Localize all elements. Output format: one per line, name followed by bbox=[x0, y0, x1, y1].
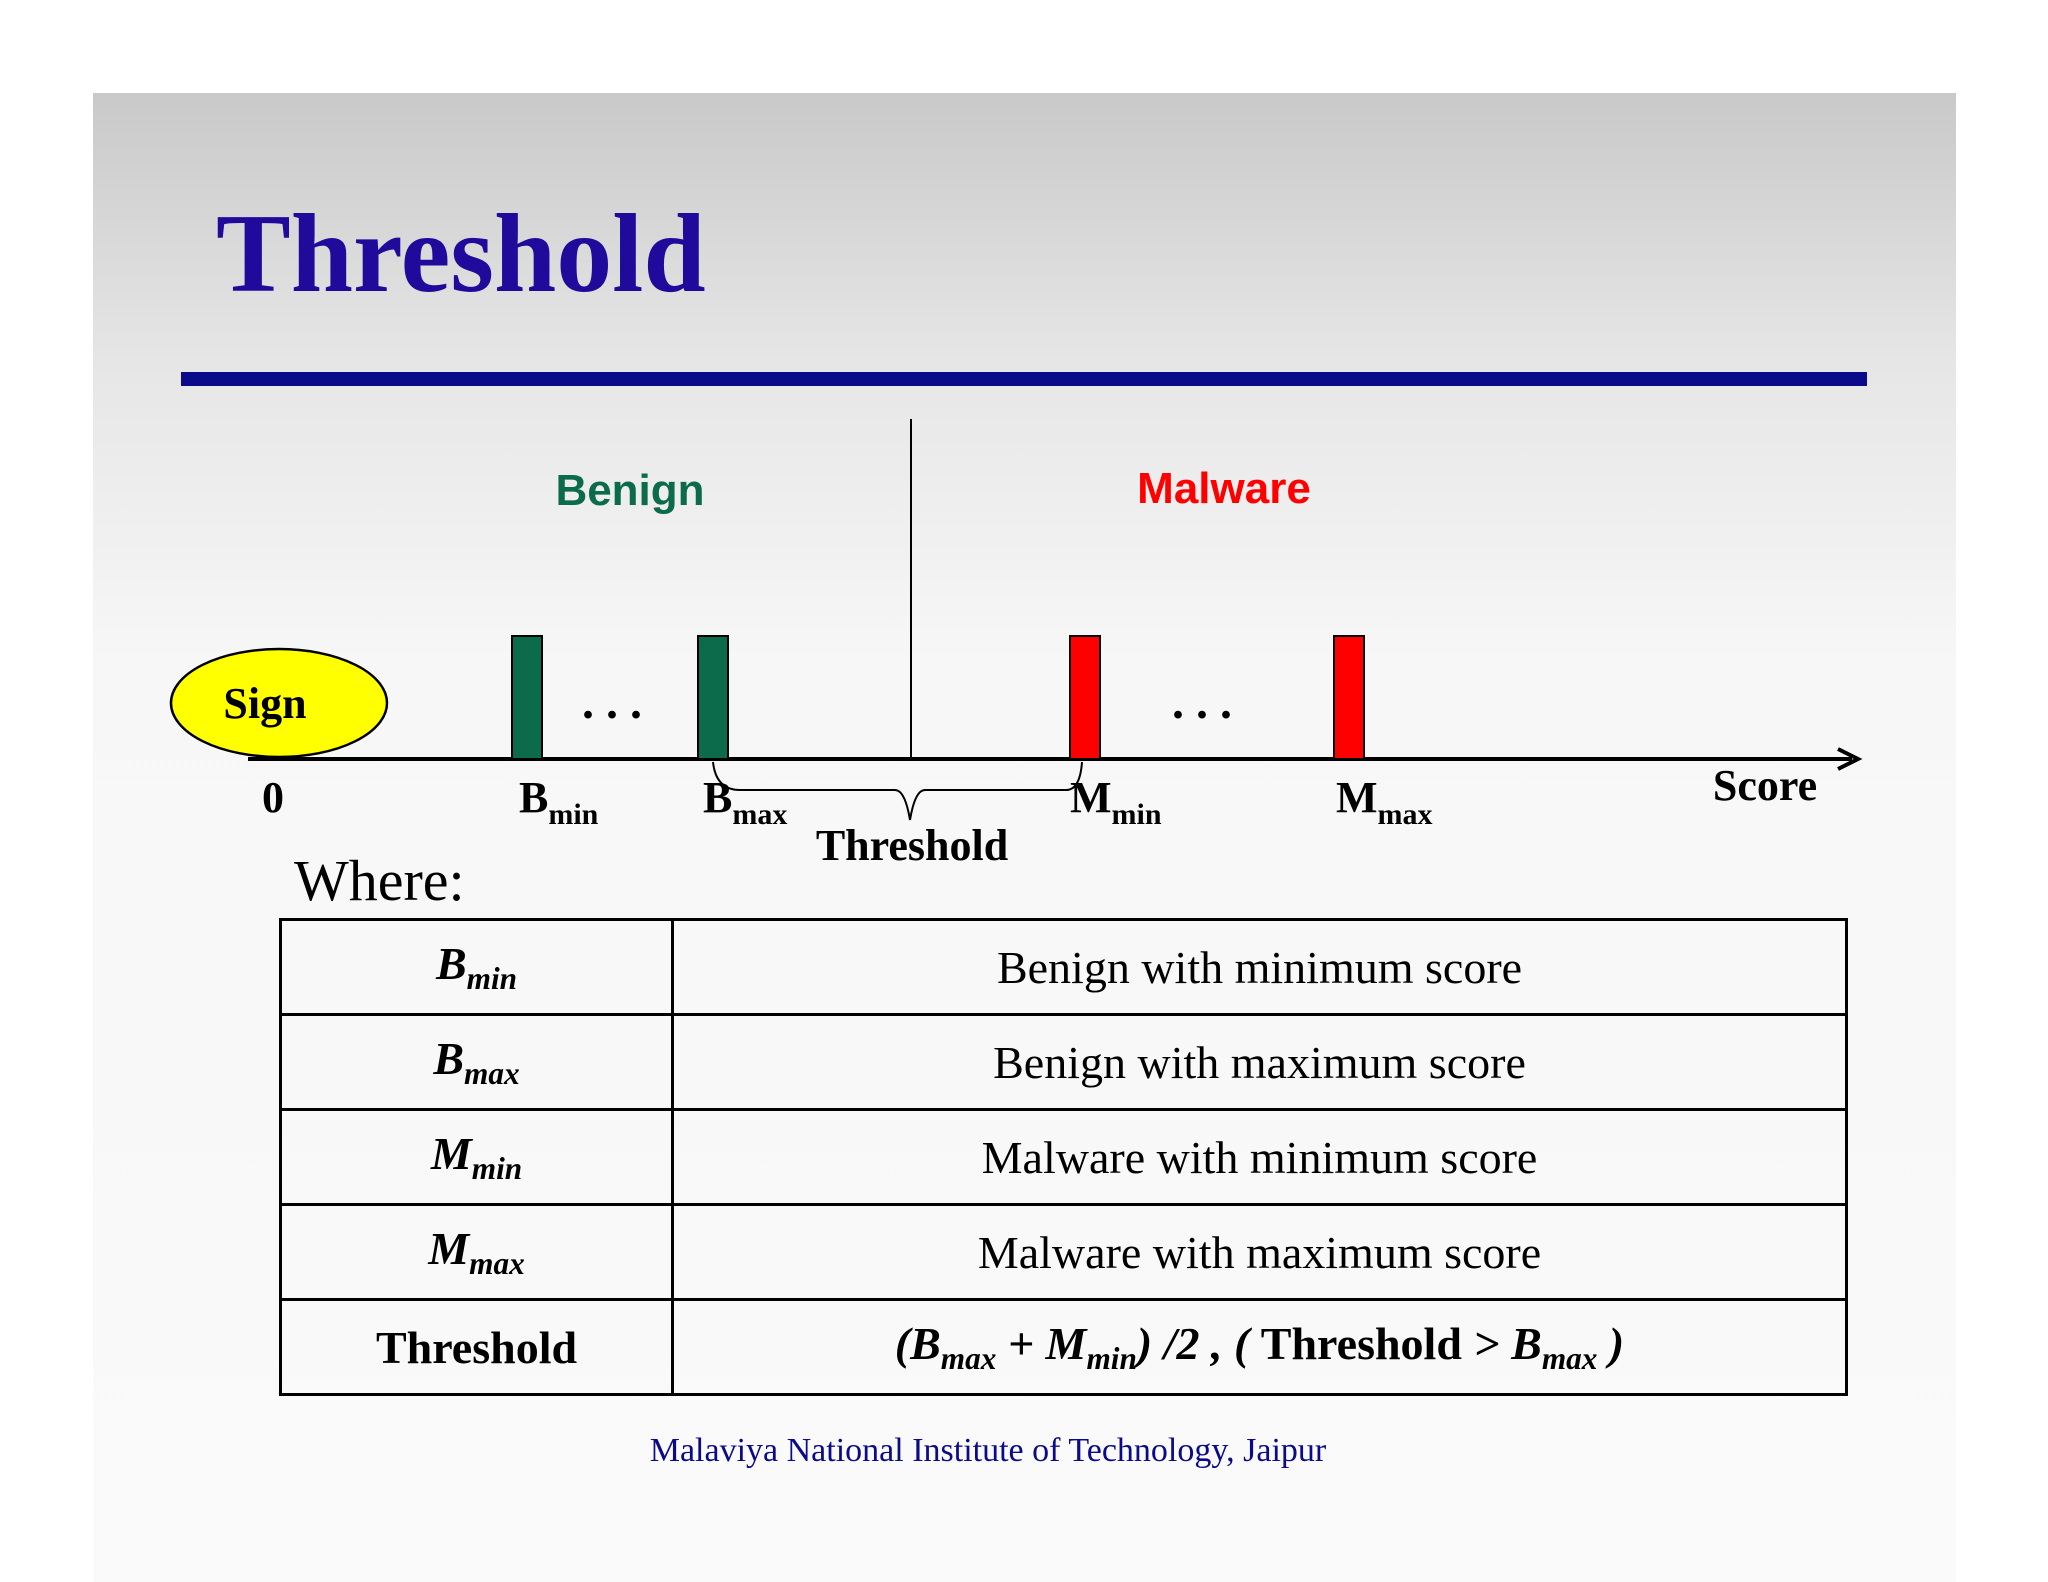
term-cell: $M_{max}$ bbox=[281, 1205, 673, 1300]
term-cell: $B_{min}$ bbox=[281, 920, 673, 1015]
score-axis-label: Score bbox=[1712, 761, 1818, 810]
bmin-bar bbox=[512, 636, 542, 759]
threshold-formula-cell: $(B_{max} + M_{min})$ /2 , ( Threshold > $B_{max}$ ) bbox=[673, 1300, 1847, 1395]
table-row bbox=[281, 920, 1847, 1015]
benign-label: Benign bbox=[555, 466, 705, 515]
mmin-bar bbox=[1070, 636, 1100, 759]
footer bbox=[0, 1432, 2048, 1470]
threshold-row bbox=[281, 1300, 1847, 1395]
malware-ellipsis: . . . bbox=[1172, 676, 1232, 729]
marker-mmax-label: $M_{max}$ bbox=[1336, 773, 1433, 831]
term-cell: $B_{max}$ bbox=[281, 1015, 673, 1110]
bmax-bar bbox=[698, 636, 728, 759]
threshold-term-cell: Threshold bbox=[281, 1300, 673, 1395]
slide-title: Threshold bbox=[216, 192, 706, 316]
table-row bbox=[281, 1110, 1847, 1205]
sign-label: Sign bbox=[223, 679, 307, 728]
table-row bbox=[281, 1015, 1847, 1110]
marker-bmax-label: $B_{max}$ bbox=[703, 773, 788, 831]
description-cell: Benign with maximum score bbox=[673, 1015, 1847, 1110]
table-row bbox=[281, 1205, 1847, 1300]
definitions-table bbox=[279, 918, 1848, 1396]
description-cell: Malware with minimum score bbox=[673, 1110, 1847, 1205]
mmax-bar bbox=[1334, 636, 1364, 759]
footer-institution: Malaviya National Institute of Technology, Jaipur bbox=[649, 1432, 1327, 1469]
marker-mmin-label: $M_{min}$ bbox=[1070, 773, 1162, 831]
term-cell: $M_{min}$ bbox=[281, 1110, 673, 1205]
malware-label: Malware bbox=[1137, 464, 1311, 513]
origin-label: 0 bbox=[262, 773, 284, 822]
marker-bmin-label: $B_{min}$ bbox=[519, 773, 599, 831]
description-cell: Malware with maximum score bbox=[673, 1205, 1847, 1300]
benign-ellipsis: . . . bbox=[582, 676, 642, 729]
description-cell: Benign with minimum score bbox=[673, 920, 1847, 1015]
threshold-axis-label: Threshold bbox=[815, 821, 1009, 870]
where-label: Where: bbox=[294, 848, 465, 913]
